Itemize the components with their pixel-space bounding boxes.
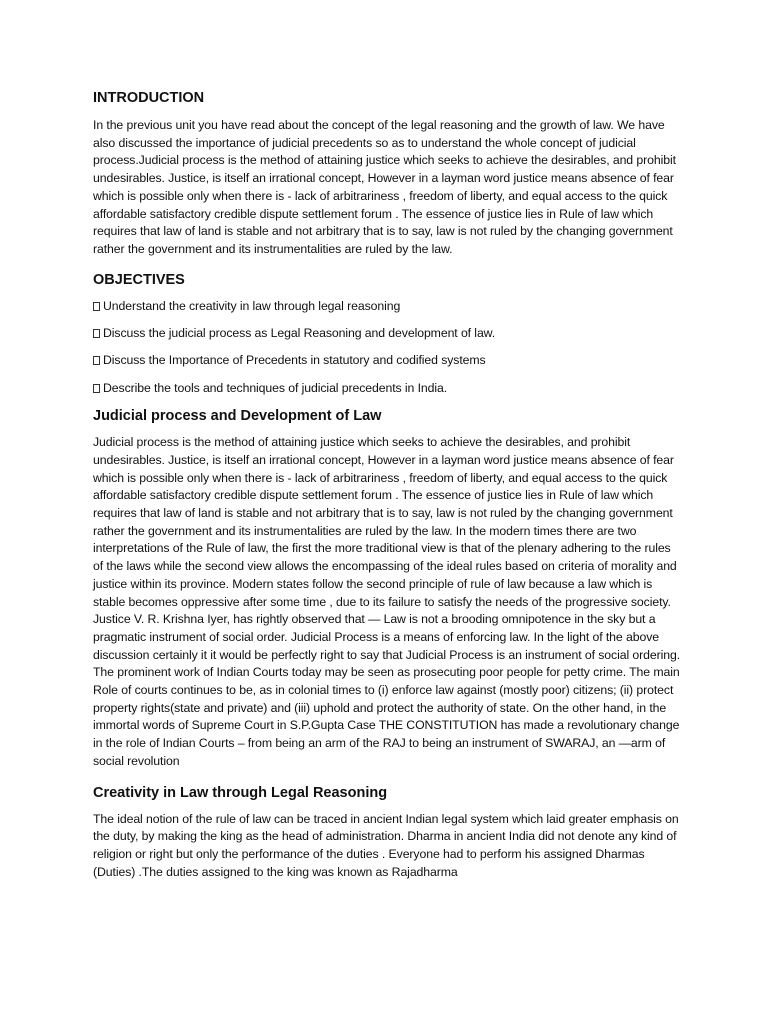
judicial-process-heading: Judicial process and Development of Law — [93, 408, 382, 425]
list-item: Discuss the Importance of Precedents in statutory and codified systems — [93, 352, 683, 370]
list-item: Discuss the judicial process as Legal Reasoning and development of law. — [93, 325, 683, 343]
objectives-heading: OBJECTIVES — [93, 271, 185, 288]
creativity-paragraph: The ideal notion of the rule of law can be traced in ancient Indian legal system which laid greater emphasis on the duty, by making the king as the head of administration. Dharma in ancient India did not denote any kind of religion or right but only the performance of the duties . Everyone had to perform his assigned Dharmas (Duties) .The duties assigned to the king was known as Rajadharma — [93, 811, 679, 879]
objectives-list — [93, 298, 683, 398]
list-item: Describe the tools and techniques of judicial precedents in India. — [93, 380, 683, 398]
introduction-paragraph: In the previous unit you have read about the concept of the legal reasoning and the growth of law. We have also discussed the importance of judicial precedents so as to understand the whole concept of judicial process.Judicial process is the method of attaining justice which seeks to achieve the desirables, and prohibit undesirables. Justice, is itself an irrational concept, However in a layman word justice means absence of fear which is possible only when there is - lack of arbitrariness , freedom of liberty, and equal access to the quick affordable satisfactory credible dispute settlement forum . The essence of justice lies in Rule of law which requires that law of land is stable and not arbitrary that is to say, law is not ruled by the changing government rather the government and its instrumentalities are ruled by the law. — [93, 118, 676, 256]
document-page — [93, 88, 683, 881]
creativity-heading: Creativity in Law through Legal Reasoning — [93, 784, 388, 801]
bullet-icon — [93, 384, 100, 393]
bullet-icon — [93, 329, 100, 338]
bullet-icon — [93, 356, 100, 365]
introduction-heading: INTRODUCTION — [93, 90, 205, 106]
list-item: Understand the creativity in law through legal reasoning — [93, 298, 683, 316]
bullet-icon — [93, 302, 100, 311]
judicial-process-paragraph: Judicial process is the method of attaining justice which seeks to achieve the desirables, and prohibit undesirables. Justice, is itself an irrational concept, However in a layman word justice means absence of fear which is possible only when there is - lack of arbitrariness , freedom of liberty, and equal access to the quick affordable satisfactory credible dispute settlement forum . The essence of justice lies in Rule of law which requires that law of land is stable and not arbitrary that is to say, law is not ruled by the changing government rather the government and its instrumentalities are ruled by the law. In the modern times there are two interpretations of the Rule of law, the first the more traditional view is that of the plenary adhering to the rules of the laws while the second view allows the encompassing of the ideal rules based on criteria of morality and justice within its province. Modern states follow the second principle of rule of law because a law which is stable becomes oppressive after some time , due to its failure to satisfy the needs of the progressive society. Justice V. R. Krishna Iyer, has rightly observed that — Law is not a brooding omnipotence in the sky but a pragmatic instrument of social order. Judicial Process is a means of enforcing law. In the light of the above discussion certainly it it would be perfectly right to say that Judicial Process is an instrument of social ordering. The prominent work of Indian Courts today may be seen as prosecuting poor people for petty crime. The main Role of courts continues to be, as in colonial times to (i) enforce law against (mostly poor) citizens; (ii) protect property rights(state and private) and (iii) uphold and protect the authority of state. On the other hand, in the immortal words of Supreme Court in S.P.Gupta Case THE CONSTITUTION has made a revolutionary change in the role of Indian Courts – from being an arm of the RAJ to being an instrument of SWARAJ, an —arm of social revolution — [93, 435, 681, 768]
